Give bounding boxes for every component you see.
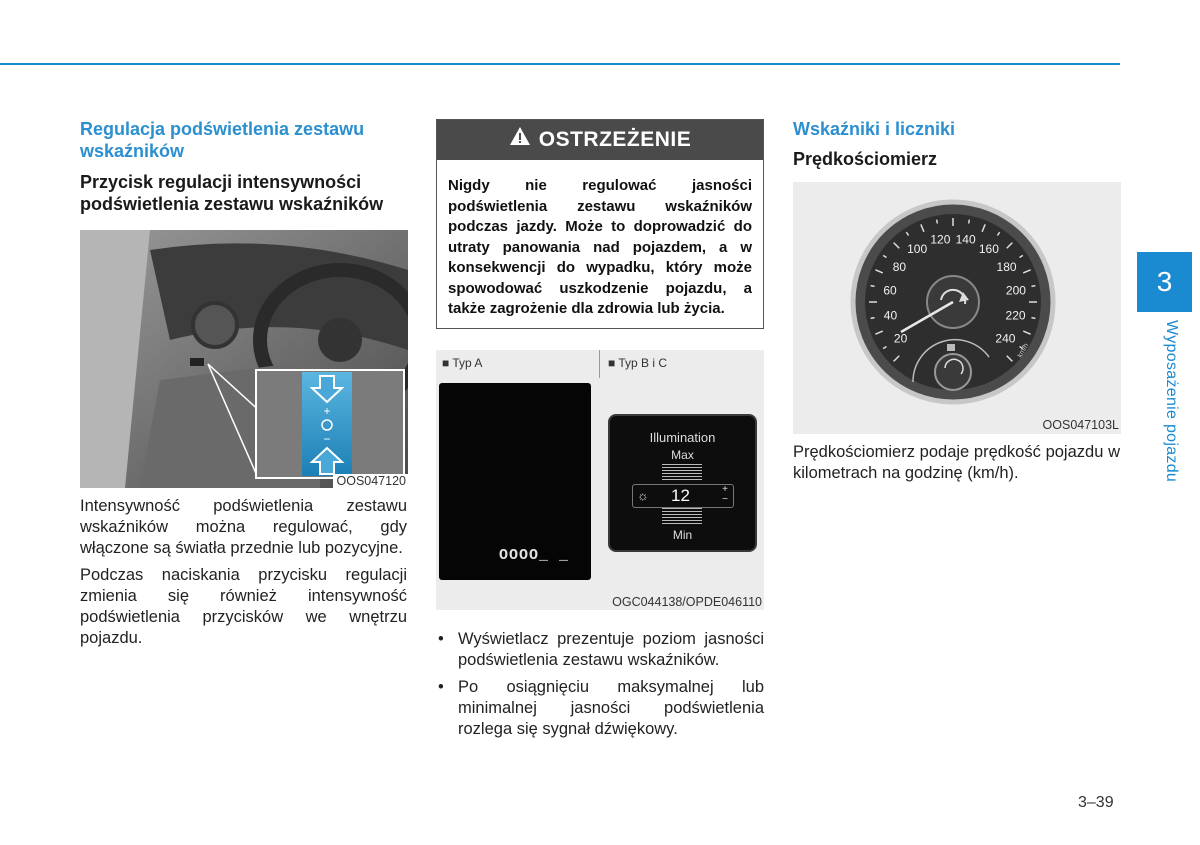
gauge-unit-label: km/h xyxy=(1016,342,1031,359)
svg-text:+: + xyxy=(323,404,331,418)
gauge-label: 160 xyxy=(978,241,999,256)
display-bc-value-row xyxy=(632,484,734,508)
display-bc-lower-bar xyxy=(662,508,702,526)
dashboard-illustration xyxy=(80,230,408,488)
bullet-item: • Po osiągnięciu maksymalnej lub minimalnej jasności podświetlenia rozlega się sygnał dźwiękowy. xyxy=(436,677,764,740)
svg-text:−: − xyxy=(323,432,331,446)
type-a-label: ■ Typ A xyxy=(442,356,483,370)
subheading-speedometer: Prędkościomierz xyxy=(793,149,938,169)
display-type-bc xyxy=(608,414,757,552)
header-rule xyxy=(0,63,1120,65)
chapter-tab: 3 xyxy=(1137,252,1192,312)
gauge-label: 40 xyxy=(883,308,898,323)
bullet-list xyxy=(436,629,764,746)
display-figure xyxy=(436,350,764,610)
gauge-label: 60 xyxy=(883,283,897,298)
paragraph-illumination-1: Intensywność podświetlenia zestawu wskaźników można regulować, gdy włączone są światła przednie lub pozycyjne. xyxy=(80,497,407,557)
display-bc-title: Illumination xyxy=(649,430,716,445)
gauge-label: 120 xyxy=(930,232,951,247)
warning-header xyxy=(437,120,763,160)
warning-text: Nigdy nie regulować jasności podświetlenia zestawu wskaźników podczas jazdy. Może to doprowadzić do utraty panowania nad pojazdem, a w konsekwencji do wypadku, który może spowodować uszkodzenie pojazdu, a także zagrożenie dla zdrowia lub życia. xyxy=(448,177,752,317)
warning-box xyxy=(436,119,764,329)
image-code-middle: OGC044138/OPDE046110 xyxy=(612,595,762,609)
subheading-illumination-button: Przycisk regulacji intensywności podświetlenia zestawu wskaźników xyxy=(80,172,384,214)
display-type-a xyxy=(439,383,591,580)
paragraph-illumination-2: Podczas naciskania przycisku regulacji zmienia się również intensywność podświetlenia przycisków we wnętrzu pojazdu. xyxy=(80,566,407,647)
gauge-tick xyxy=(1031,318,1035,319)
gauge-tick xyxy=(871,318,875,319)
gauge-label: 200 xyxy=(1005,283,1026,298)
gauge-tick xyxy=(969,220,970,224)
image-code-left: OOS047120 xyxy=(333,474,409,488)
plus-minus-icon: + − xyxy=(722,484,728,505)
display-bc-min: Min xyxy=(672,528,693,542)
gauge-label: 100 xyxy=(907,241,928,256)
gauge-label: 180 xyxy=(996,259,1017,274)
gauge-label: 140 xyxy=(955,232,976,247)
gauge-label: 220 xyxy=(1005,308,1026,323)
speedometer-figure xyxy=(793,182,1121,434)
page-number: 3–39 xyxy=(1078,794,1114,811)
type-bc-label: ■ Typ B i C xyxy=(608,356,668,370)
display-bc-max: Max xyxy=(671,448,694,462)
bullet-item: • Wyświetlacz prezentuje poziom jasności podświetlenia zestawu wskaźników. xyxy=(436,629,764,671)
gauge-tick xyxy=(937,220,938,224)
display-bc-value: 12 xyxy=(671,486,690,505)
image-code-right: OOS047103L xyxy=(1042,418,1119,432)
gauge-tick xyxy=(1031,286,1035,287)
gauge-label: 80 xyxy=(892,259,907,274)
paragraph-speedometer: Prędkościomierz podaje prędkość pojazdu w kilometrach na godzinę (km/h). xyxy=(793,443,1120,482)
section-title-illumination: Regulacja podświetlenia zestawu wskaźników xyxy=(80,119,365,161)
speedometer-gauge xyxy=(793,182,1121,434)
section-title-gauges: Wskaźniki i liczniki xyxy=(793,119,956,139)
chapter-title-vertical: Wyposażenie pojazdu xyxy=(1163,320,1180,483)
warning-triangle-icon xyxy=(509,120,531,160)
gauge-label: 20 xyxy=(893,331,908,346)
warning-title: OSTRZEŻENIE xyxy=(538,128,692,151)
display-a-value: OOOO_ _ xyxy=(499,547,570,564)
gauge-label: 240 xyxy=(995,331,1016,346)
gauge-tick xyxy=(871,286,875,287)
display-bc-upper-bar xyxy=(662,464,702,482)
illumination-icon: ☼ xyxy=(637,488,649,503)
dashboard-photo xyxy=(80,230,408,488)
label-divider xyxy=(599,350,600,378)
